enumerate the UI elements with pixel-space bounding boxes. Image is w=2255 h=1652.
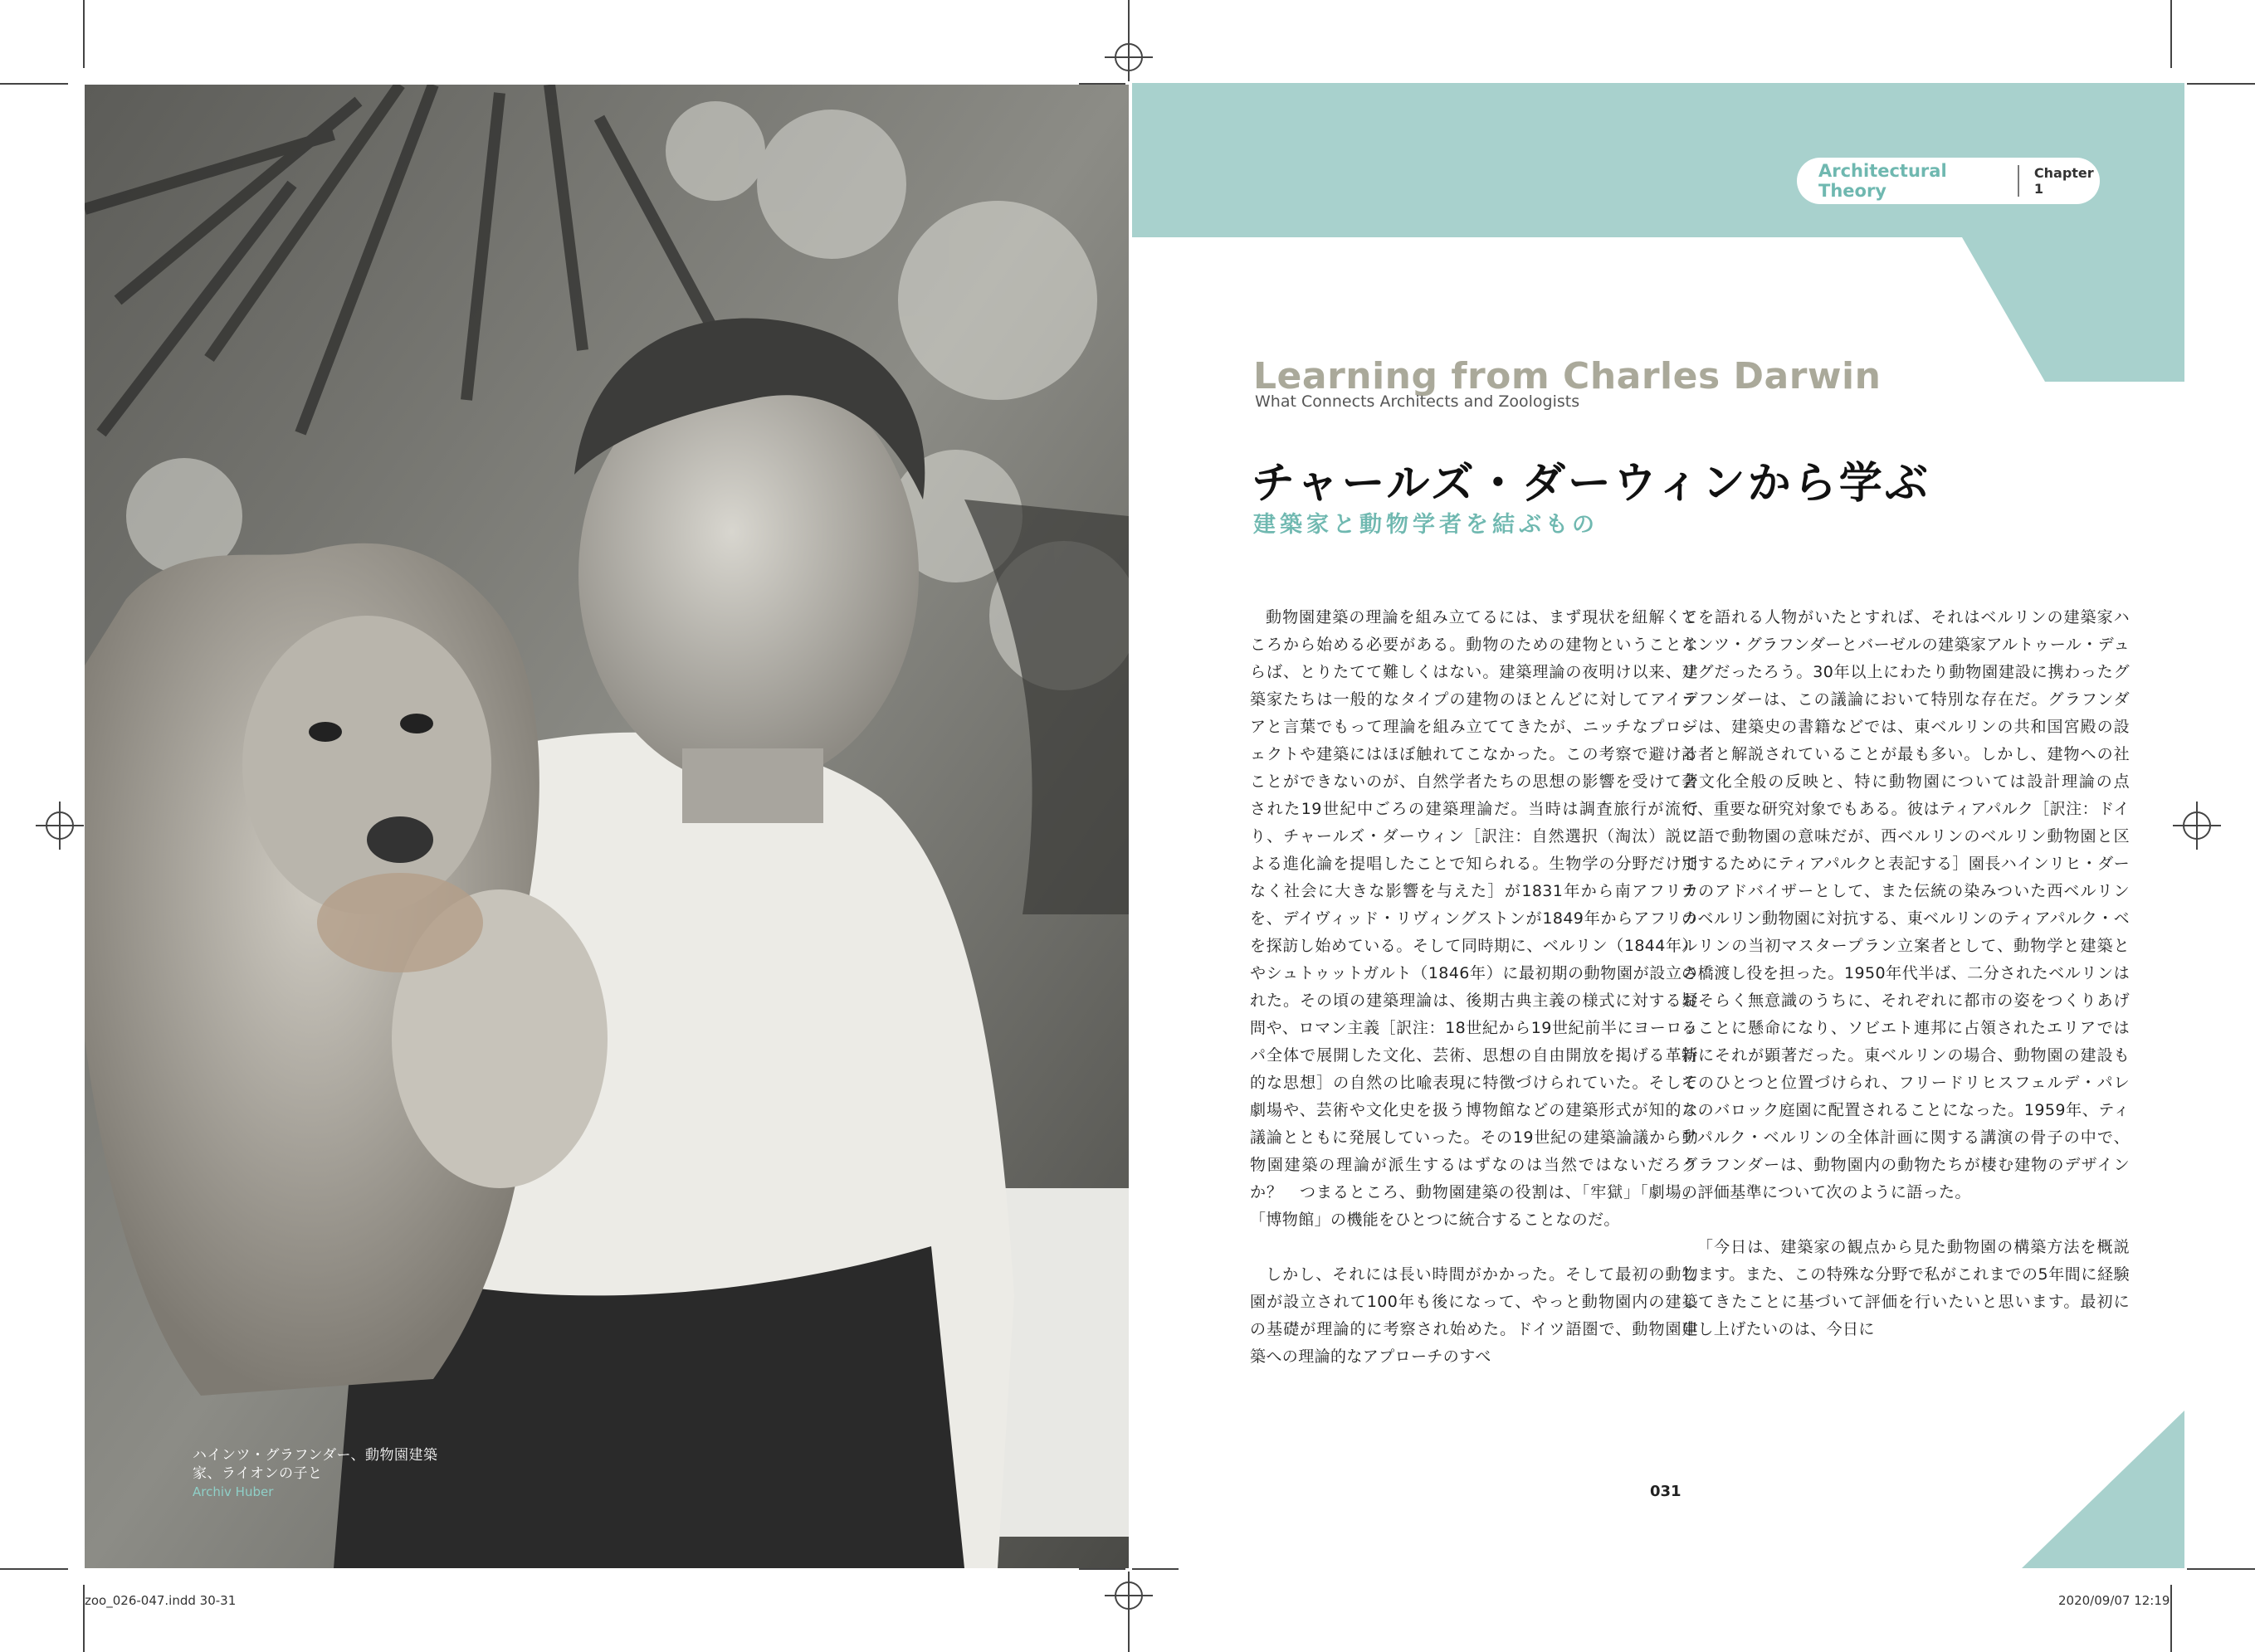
chapter-header-band: [1132, 83, 2184, 382]
crop-mark: [83, 0, 85, 68]
body-paragraph: しかし、それには長い時間がかかった。そして最初の動物園が設立されて100年も後になって、やっと動物園内の建築の基礎が理論的に考察され始めた。ドイツ語圏で、動物園建築への理論的なアプローチのすべ: [1250, 1265, 1698, 1366]
body-paragraph: 動物園建築の理論を組み立てるには、まず現状を紐解くところから始める必要がある。動物のための建物ということならば、とりたてて難しくはない。建築理論の夜明け以来、建築家たちは一般的なタイプの建物のほとんどに対してアイデアと言葉でもって理論を組み立ててきたが、ニッチなプロジェクトや建築にはほぼ触れてこなかった。この考察で避けることができないのが、自然学者たちの思想の影響を受けて著された19世紀中ごろの建築理論だ。当時は調査旅行が流行り、チャールズ・ダーウィン［訳注：自然選択（淘汰）説による進化論を提唱したことで知られる。生物学の分野だけでなく社会に大きな影響を与えた］が1831年から南アフリカを、デイヴィッド・リヴィングストンが1849年からアフリカを探訪し始めている。そして同時期に、ベルリン（1844年）やシュトゥットガルト（1846年）に最初期の動物園が設立された。その頃の建築理論は、後期古典主義の様式に対する疑問や、ロマン主義［訳注：18世紀から19世紀前半にヨーロッパ全体で展開した文化、芸術、思想の自由開放を掲げる革新的な思想］の自然の比喩表現に特徴づけられていた。そして劇場や、芸術や文化史を扱う博物館などの建築形式が知的な議論とともに発展していった。その19世紀の建築論議から動物園建築の理論が派生するはずなのは当然ではないだろうか？ つまるところ、動物園建築の役割は、「牢獄」「劇場」「博物館」の機能をひとつに統合することなのだ。: [1250, 608, 1698, 1229]
crop-mark: [2187, 1568, 2255, 1570]
section-topic: Architectural Theory: [1818, 161, 1947, 201]
chapter-label: Chapter 1: [2033, 165, 2094, 197]
body-column-1: [1250, 604, 1698, 1371]
chapter-tag: [1797, 158, 2100, 204]
crop-mark: [0, 83, 68, 85]
tag-divider: [2018, 165, 2019, 197]
crop-mark: [0, 1568, 68, 1570]
body-column-2: [1681, 604, 2130, 1343]
page-number: 031: [1650, 1483, 1681, 1500]
japanese-subtitle: 建築家と動物学者を結ぶもの: [1253, 512, 1599, 538]
registration-mark-icon: [1115, 1581, 1143, 1610]
photo-caption: ハインツ・グラフンダー、動物園建築家、ライオンの子と: [193, 1447, 438, 1482]
corner-triangle: [2022, 1411, 2184, 1568]
crop-mark: [2170, 1585, 2172, 1652]
body-paragraph: てを語れる人物がいたとすれば、それはベルリンの建築家ハインツ・グラフンダーとバーゼルの建築家アルトゥール・デュリグだったろう。30年以上にわたり動物園建設に携わったグラフンダーは、この議論において特別な存在だ。グラフンダーは、建築史の書籍などでは、東ベルリンの共和国宮殿の設計者と解説されていることが最も多い。しかし、建物への社会文化全般の反映と、特に動物園については設計理論の点で、重要な研究対象でもある。彼はティアパルク［訳注：ドイツ語で動物園の意味だが、西ベルリンのベルリン動物園と区別するためにティアパルクと表記する］園長ハインリヒ・ダーテのアドバイザーとして、また伝統の染みついた西ベルリンのベルリン動物園に対抗する、東ベルリンのティアパルク・ベルリンの当初マスタープラン立案者として、動物学と建築との橋渡し役を担った。1950年代半ば、二分されたベルリンはおそらく無意識のうちに、それぞれに都市の姿をつくりあげることに懸命になり、ソビエト連邦に占領されたエリアでは特にそれが顕著だった。東ベルリンの場合、動物園の建設もそのひとつと位置づけられ、フリードリヒスフェルデ・パレスのバロック庭園に配置されることになった。1959年、ティアパルク・ベルリンの全体計画に関する講演の骨子の中で、グラフンダーは、動物園内の動物たちが棲む建物のデザインの評価基準について次のように語った。: [1681, 608, 2130, 1201]
date-slug: 2020/09/07 12:19: [2058, 1593, 2170, 1608]
file-slug: zoo_026-047.indd 30-31: [85, 1593, 237, 1608]
registration-mark-icon: [46, 811, 74, 840]
japanese-title: チャールズ・ダーウィンから学ぶ: [1252, 459, 1930, 509]
registration-mark-icon: [1115, 43, 1143, 71]
crop-mark: [1079, 1568, 1125, 1570]
registration-mark-icon: [2183, 811, 2211, 840]
english-title: Learning from Charles Darwin: [1253, 355, 1882, 397]
crop-mark: [1132, 1568, 1179, 1570]
crop-mark: [2170, 0, 2172, 68]
crop-mark: [2187, 83, 2255, 85]
body-paragraph: 「今日は、建築家の観点から見た動物園の構築方法を概説します。また、この特殊な分野で私がこれまでの5年間に経験してきたことに基づいて評価を行いたいと思います。最初に申し上げたいのは、今日に: [1681, 1238, 2130, 1338]
portrait-photo: [85, 85, 1129, 1568]
english-subtitle: What Connects Architects and Zoologists: [1255, 392, 1580, 411]
photo-credit: Archiv Huber: [193, 1484, 274, 1499]
photo-illustration: [85, 85, 1129, 1568]
